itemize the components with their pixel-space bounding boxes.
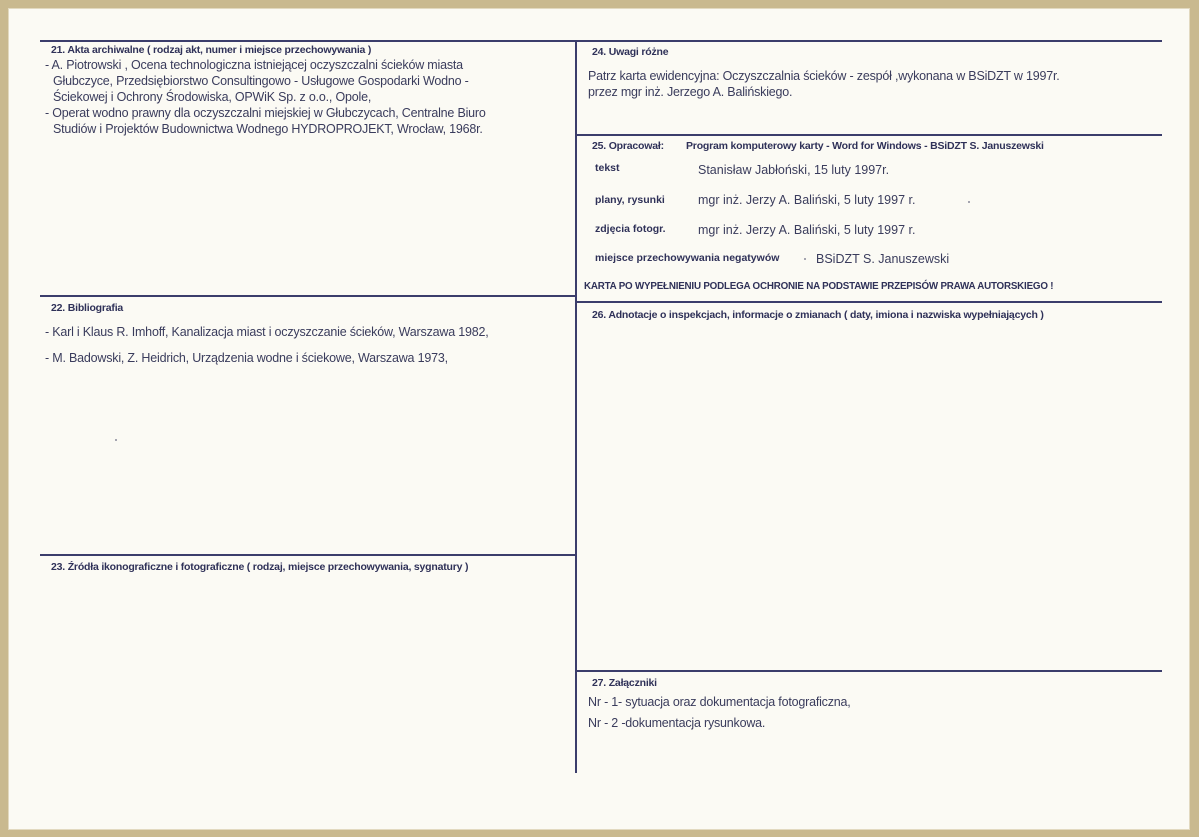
section-21-line-3: Ściekowej i Ochrony Środowiska, OPWiK Sp. z o.o., Opole, [53, 90, 372, 104]
section-21-line-2: Głubczyce, Przedsiębiorstwo Consultingowo - Usługowe Gospodarki Wodno - [53, 74, 469, 88]
section-22-line-1: - Karl i Klaus R. Imhoff, Kanalizacja miast i oczyszczanie ścieków, Warszawa 1982, [45, 325, 489, 339]
section-22-line-2: - M. Badowski, Z. Heidrich, Urządzenia wodne i ściekowe, Warszawa 1973, [45, 351, 448, 365]
section-21-line-1: - A. Piotrowski , Ocena technologiczna istniejącej oczyszczalni ścieków miasta [45, 58, 463, 72]
section-27-line-1: Nr - 1- sytuacja oraz dokumentacja fotograficzna, [588, 695, 851, 709]
rule-26 [577, 301, 1162, 303]
row-label-zdjecia: zdjęcia fotogr. [595, 223, 666, 235]
record-card [8, 8, 1190, 830]
section-21-title: 21. Akta archiwalne ( rodzaj akt, numer i miejsce przechowywania ) [51, 44, 372, 56]
section-24-title: 24. Uwagi różne [592, 46, 669, 58]
rule-22 [40, 295, 575, 297]
section-27-title: 27. Załączniki [592, 677, 657, 689]
section-24-line-1: Patrz karta ewidencyjna: Oczyszczalnia ścieków - zespół ,wykonana w BSiDZT w 1997r. [588, 69, 1060, 83]
paper-speck [115, 439, 117, 441]
rule-27 [577, 670, 1162, 672]
paper-speck [804, 258, 806, 260]
row-value-miejsce: BSiDZT S. Januszewski [816, 252, 950, 266]
row-value-plany: mgr inż. Jerzy A. Baliński, 5 luty 1997 r. [698, 193, 916, 207]
section-24-line-2: przez mgr inż. Jerzego A. Balińskiego. [588, 85, 793, 99]
section-23-title: 23. Źródła ikonograficzne i fotograficzne ( rodzaj, miejsce przechowywania, sygnatury ) [51, 561, 469, 573]
rule-23 [40, 554, 575, 556]
row-label-plany: plany, rysunki [595, 194, 665, 206]
top-rule [40, 40, 1162, 42]
center-divider [575, 40, 577, 773]
row-value-zdjecia: mgr inż. Jerzy A. Baliński, 5 luty 1997 r. [698, 223, 916, 237]
section-21-line-5: Studiów i Projektów Budownictwa Wodnego HYDROPROJEKT, Wrocław, 1968r. [53, 122, 483, 136]
rule-25 [577, 134, 1162, 136]
section-25-program: Program komputerowy karty - Word for Windows - BSiDZT S. Januszewski [686, 140, 1044, 152]
row-label-miejsce: miejsce przechowywania negatywów [595, 252, 780, 264]
section-21-line-4: - Operat wodno prawny dla oczyszczalni miejskiej w Głubczycach, Centralne Biuro [45, 106, 486, 120]
section-27-line-2: Nr - 2 -dokumentacja rysunkowa. [588, 716, 766, 730]
paper-speck [968, 201, 970, 203]
row-label-tekst: tekst [595, 162, 620, 174]
section-26-title: 26. Adnotacje o inspekcjach, informacje o zmianach ( daty, imiona i nazwiska wypełniających ) [592, 309, 1044, 321]
section-22-title: 22. Bibliografia [51, 302, 124, 314]
row-value-tekst: Stanisław Jabłoński, 15 luty 1997r. [698, 163, 890, 177]
section-25-title: 25. Opracował: [592, 140, 664, 152]
copyright-notice: KARTA PO WYPEŁNIENIU PODLEGA OCHRONIE NA PODSTAWIE PRZEPISÓW PRAWA AUTORSKIEGO ! [584, 281, 1054, 292]
